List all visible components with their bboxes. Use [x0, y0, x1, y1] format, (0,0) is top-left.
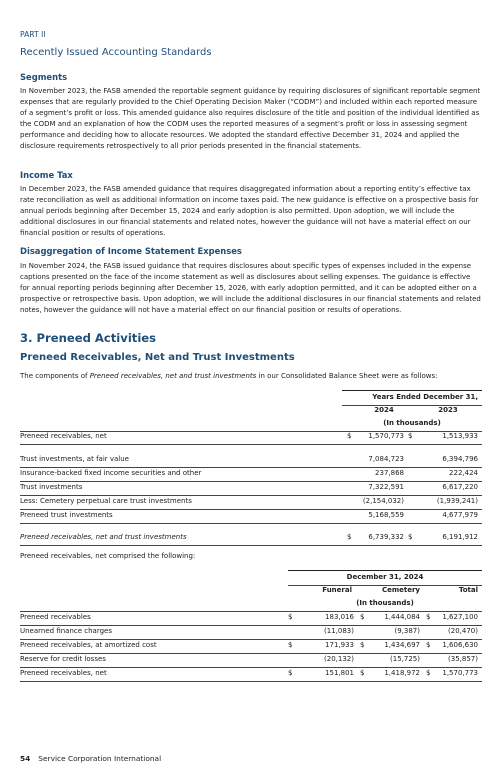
- table-row: Preneed receivables, net and trust investments $ 6,739,332 $ 6,191,912: [20, 533, 478, 541]
- table-row: Preneed receivables $ 183,016 $ 1,444,084 $ 1,627,100: [20, 613, 478, 621]
- page-footer: [20, 754, 161, 763]
- col-2024: 2024: [374, 406, 394, 414]
- table-row: Preneed receivables, at amortized cost $ 171,933 $ 1,434,697 $ 1,606,630: [20, 641, 478, 649]
- section-heading: Recently Issued Accounting Standards: [20, 47, 212, 58]
- segments-paragraph: In November 2023, the FASB amended the reportable segment guidance by requiring disclosures of significant reportable segment expenses that are regularly provided to the Chief Operating Decision Maker (“CODM”) and included within each reported measure of a segment’s profit or loss. This amended guidance also requires disclosure of the title and position of the individual identified as the CODM and an explanation of how the CODM uses the reported measures of a segment’s profit or loss in assessing segment performance and deciding how to allocate resources. We adopted the standard effective December 31, 2024 and applied the disclosure requirements retrospectively to all prior periods presented in the financial statements.: [20, 87, 481, 150]
- disaggregation-heading: Disaggregation of Income Statement Expenses: [20, 246, 242, 256]
- disaggregation-paragraph: In November 2024, the FASB issued guidance that requires disclosures about specific types of expenses included in the expense captions presented on the face of the income statement as well as disclosures about selling expenses. The guidance is effective for annual reporting periods beginning after December 15, 2026, with early adoption permitted, and it can be adopted either on a prospective or retrospective basis. Upon adoption, we will include the additional disclosures in our financial statements and related notes, however the guidance will not have a material effect on our financial position or results of operations.: [20, 262, 481, 314]
- col-total: Total: [458, 586, 478, 594]
- table-row: Unearned finance charges (11,083) (9,387) (20,470): [20, 627, 478, 635]
- table-row: Trust investments 7,322,591 6,617,220: [20, 483, 478, 491]
- table2-header: December 31, 2024: [346, 573, 424, 581]
- segments-heading: Segments: [20, 72, 68, 82]
- income-tax-paragraph: In December 2023, the FASB amended guidance that requires disaggregated information about a reporting entity’s effective tax rate reconciliation as well as additional information on income taxes paid. The new guidance is effective on a prospective basis for annual periods beginning after December 15, 2024 and early adoption is also permitted. Upon adoption, we will include the additional disclosures in our financial statements and related notes, however the guidance will not have a material effect on our financial position or results of operations.: [20, 185, 479, 237]
- table-row: Less: Cemetery perpetual care trust investments (2,154,032) (1,939,241): [20, 497, 478, 505]
- col-2023: 2023: [438, 406, 458, 414]
- part-label: PART II: [20, 30, 46, 39]
- preneed-subtitle: Preneed Receivables, Net and Trust Investments: [20, 352, 295, 363]
- page-number: 54: [20, 754, 31, 763]
- table-row: Preneed trust investments 5,168,559 4,677,979: [20, 511, 478, 519]
- table-row: Preneed receivables, net $ 1,570,773 $ 1,513,933: [20, 432, 478, 440]
- col-funeral: Funeral: [322, 586, 352, 594]
- preneed-activities-title: 3. Preneed Activities: [20, 331, 157, 345]
- table2-intro: Preneed receivables, net comprised the following:: [20, 552, 196, 560]
- company-name: Service Corporation International: [38, 754, 162, 763]
- table1-intro: The components of Preneed receivables, net and trust investments in our Consolidated Balance Sheet were as follows:: [20, 372, 438, 380]
- table1-units: (In thousands): [383, 419, 441, 427]
- table-row: Insurance-backed fixed income securities and other 237,868 222,424: [20, 469, 478, 477]
- table-row: Trust investments, at fair value 7,084,723 6,394,796: [20, 455, 478, 463]
- table1-header: Years Ended December 31,: [372, 393, 478, 401]
- col-cemetery: Cemetery: [381, 586, 420, 594]
- table2-units: (In thousands): [356, 599, 414, 607]
- table-row: Preneed receivables, net $ 151,801 $ 1,418,972 $ 1,570,773: [20, 669, 478, 677]
- income-tax-heading: Income Tax: [20, 170, 73, 180]
- table-row: Reserve for credit losses (20,132) (15,725) (35,857): [20, 655, 478, 663]
